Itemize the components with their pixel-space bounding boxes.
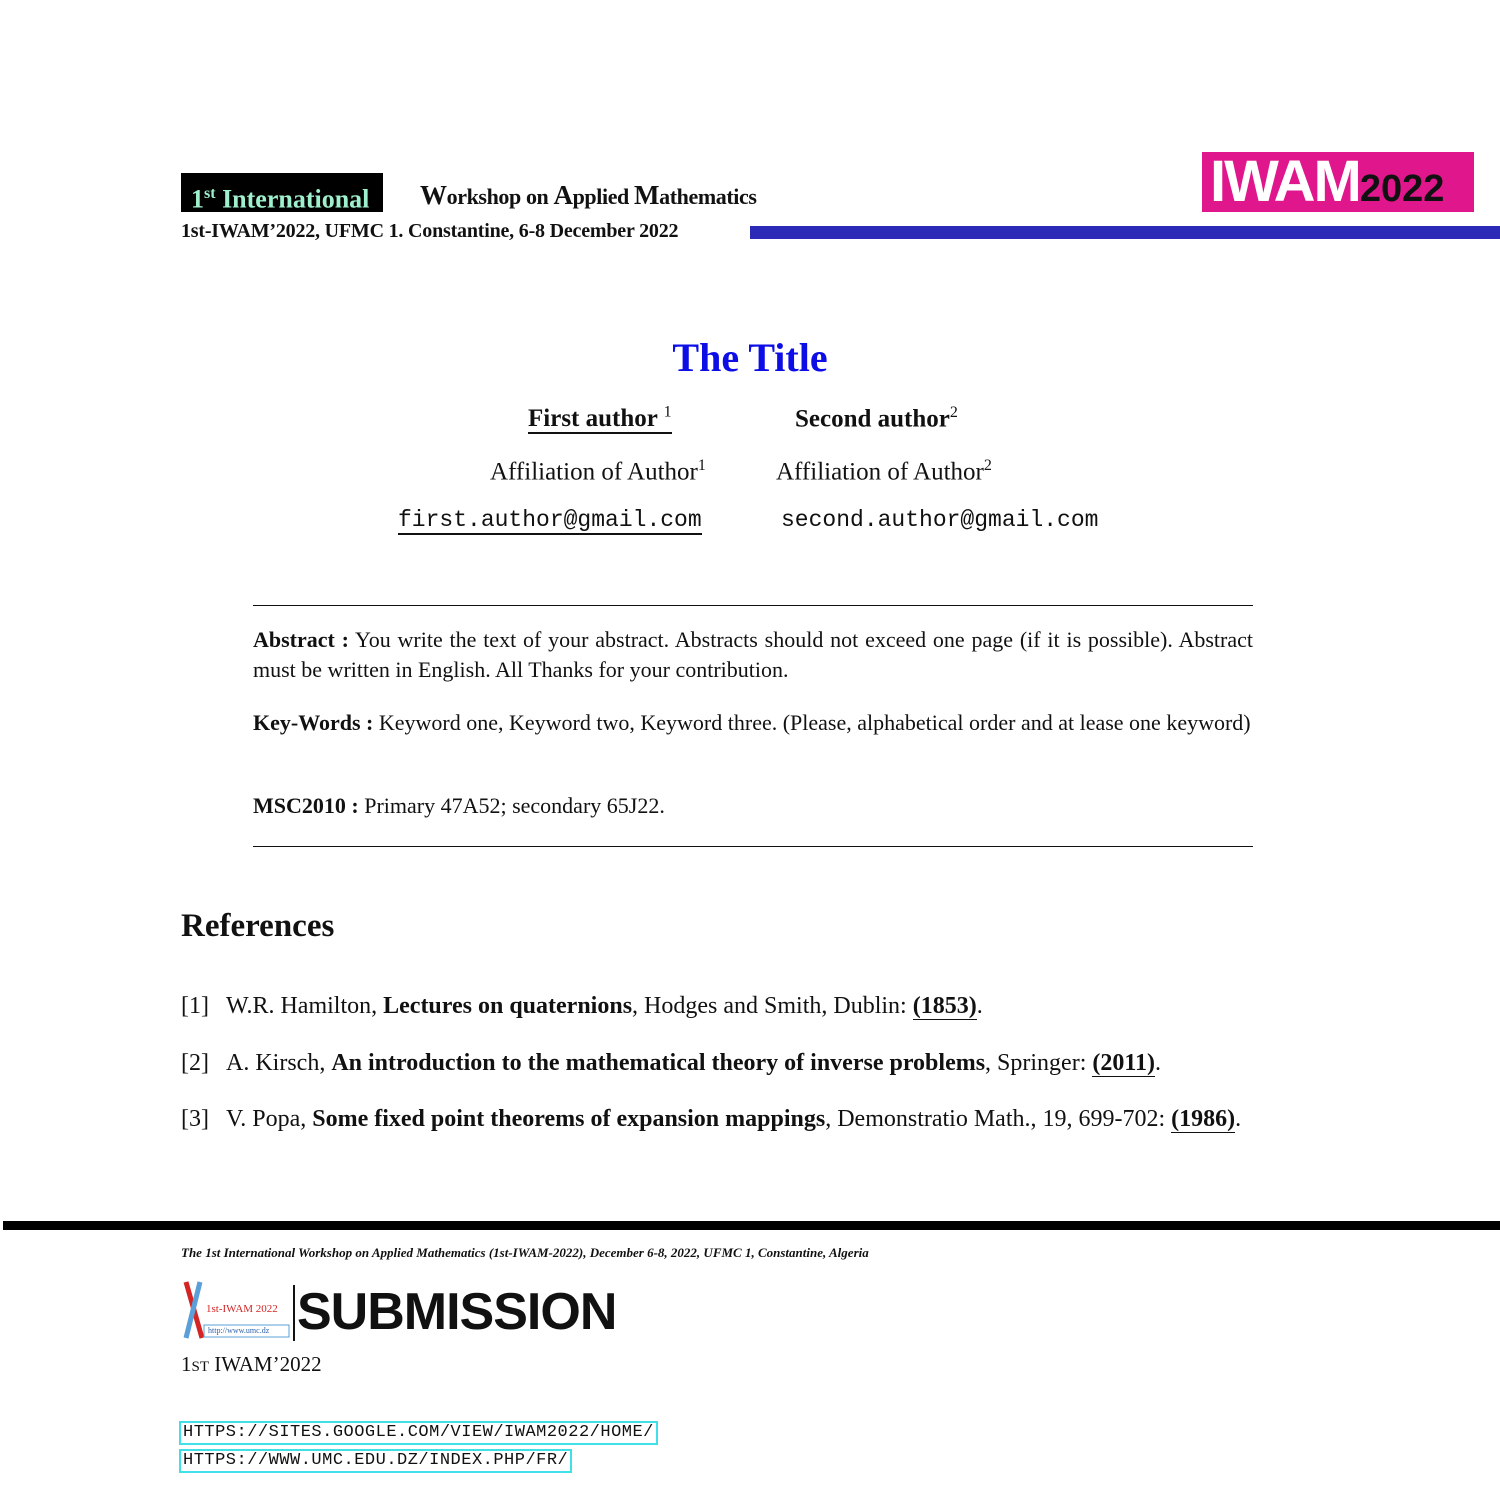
author-sup: 2 — [949, 404, 958, 421]
iwam-rest: IWAM’2022 — [209, 1352, 322, 1376]
mini-logo — [182, 1280, 292, 1340]
keywords-label: Key-Words : — [253, 710, 374, 735]
ref-number: [2] — [181, 1050, 209, 1076]
abstract — [253, 625, 1253, 685]
reference-item: [1] W.R. Hamilton, Lectures on quaternions, Hodges and Smith, Dublin: (1853). — [181, 989, 1341, 1023]
ref-year-link[interactable]: (2011) — [1092, 1050, 1156, 1076]
first-email-link[interactable] — [398, 507, 702, 533]
footer-rule — [3, 1221, 1500, 1230]
logo-year: 2022 — [1359, 168, 1445, 210]
international-label: International — [222, 184, 370, 214]
ref-authors: W.R. Hamilton, — [226, 993, 384, 1019]
header-bar — [750, 226, 1500, 239]
submission-heading: SUBMISSION — [297, 1283, 617, 1341]
references-heading: References — [181, 908, 335, 944]
ordinal: 1 — [191, 184, 204, 214]
ref-title: An introduction to the mathematical theory of inverse problems — [331, 1050, 986, 1076]
mini-logo-url: http://www.umc.dz — [208, 1326, 270, 1335]
email[interactable]: first.author@gmail.com — [398, 507, 702, 533]
author-name: Second author — [795, 405, 950, 433]
paper-title: The Title — [672, 335, 828, 380]
ordinal-sup: st — [204, 185, 216, 202]
author-sup: 1 — [663, 404, 672, 421]
affiliation-sup: 2 — [983, 457, 992, 474]
a-rest: pplied — [572, 184, 634, 209]
abstract-label: Abstract : — [253, 627, 350, 652]
ref-authors: V. Popa, — [226, 1106, 313, 1132]
second-author — [795, 404, 958, 433]
rule-bottom — [253, 846, 1253, 847]
affiliation-text: Affiliation of Author — [776, 458, 984, 486]
msc-label: MSC2010 : — [253, 793, 359, 818]
iwam-logo — [1202, 149, 1474, 214]
ref-year-link[interactable]: (1986) — [1171, 1106, 1236, 1132]
reference-item: [2] A. Kirsch, An introduction to the mathematical theory of inverse problems, Springer: (2011). — [181, 1046, 1341, 1080]
footer-conference: The 1st International Workshop on Applied Mathematics (1st-IWAM-2022), December 6-8, 2022, UFMC 1, Constantine, Algeria — [181, 1245, 869, 1260]
second-affiliation — [776, 457, 992, 486]
abstract-text: You write the text of your abstract. Abstracts should not exceed one page (if it is possible). Abstract must be written in English. All Thanks for your contribution. — [253, 627, 1253, 682]
w-rest: orkshop on — [446, 184, 554, 209]
ref-number: [1] — [181, 993, 209, 1019]
ref-rest: , Demonstratio Math., 19, 699-702: — [825, 1106, 1172, 1132]
m-initial: M — [634, 180, 660, 210]
header-subtitle: 1st-IWAM’2022, UFMC 1. Constantine, 6-8 December 2022 — [181, 220, 679, 242]
iwam-1: 1 — [181, 1352, 192, 1376]
iwam-st: ST — [191, 1359, 210, 1375]
link-umc-site[interactable]: HTTPS://WWW.UMC.EDU.DZ/INDEX.PHP/FR/ — [179, 1449, 572, 1473]
logo-separator — [293, 1285, 295, 1341]
link-iwam-site[interactable]: HTTPS://SITES.GOOGLE.COM/VIEW/IWAM2022/HOME/ — [179, 1421, 658, 1445]
msc-text: Primary 47A52; secondary 65J22. — [358, 793, 665, 818]
a-initial: A — [553, 180, 573, 210]
msc — [253, 791, 1253, 821]
affiliation-sup: 1 — [697, 457, 706, 474]
ref-rest: , Hodges and Smith, Dublin: — [632, 993, 913, 1019]
ref-rest: , Springer: — [985, 1050, 1093, 1076]
ref-authors: A. Kirsch, — [226, 1050, 332, 1076]
first-author — [528, 404, 672, 433]
keywords — [253, 708, 1253, 738]
ref-year-link[interactable]: (1853) — [912, 993, 977, 1019]
rule-top — [253, 605, 1253, 606]
first-affiliation — [490, 457, 706, 486]
header-international-badge — [181, 173, 383, 212]
logo-text: IWAM — [1210, 149, 1360, 214]
ref-title: Lectures on quaternions — [383, 993, 633, 1019]
mini-logo-text: 1st-IWAM 2022 — [206, 1303, 278, 1315]
ref-number: [3] — [181, 1106, 209, 1132]
w-initial: W — [420, 180, 447, 210]
reference-item: [3] V. Popa, Some fixed point theorems of expansion mappings, Demonstratio Math., 19, 699-702: (1986). — [181, 1102, 1341, 1136]
ref-title: Some fixed point theorems of expansion mappings — [312, 1106, 826, 1132]
workshop-title — [420, 180, 757, 211]
author-name: First author — [528, 405, 664, 433]
affiliation-text: Affiliation of Author — [490, 458, 698, 486]
keywords-text: Keyword one, Keyword two, Keyword three. (Please, alphabetical order and at lease one keyword) — [373, 710, 1251, 735]
second-email: second.author@gmail.com — [781, 507, 1099, 533]
m-rest: athematics — [659, 184, 757, 209]
iwam-label — [181, 1352, 322, 1377]
